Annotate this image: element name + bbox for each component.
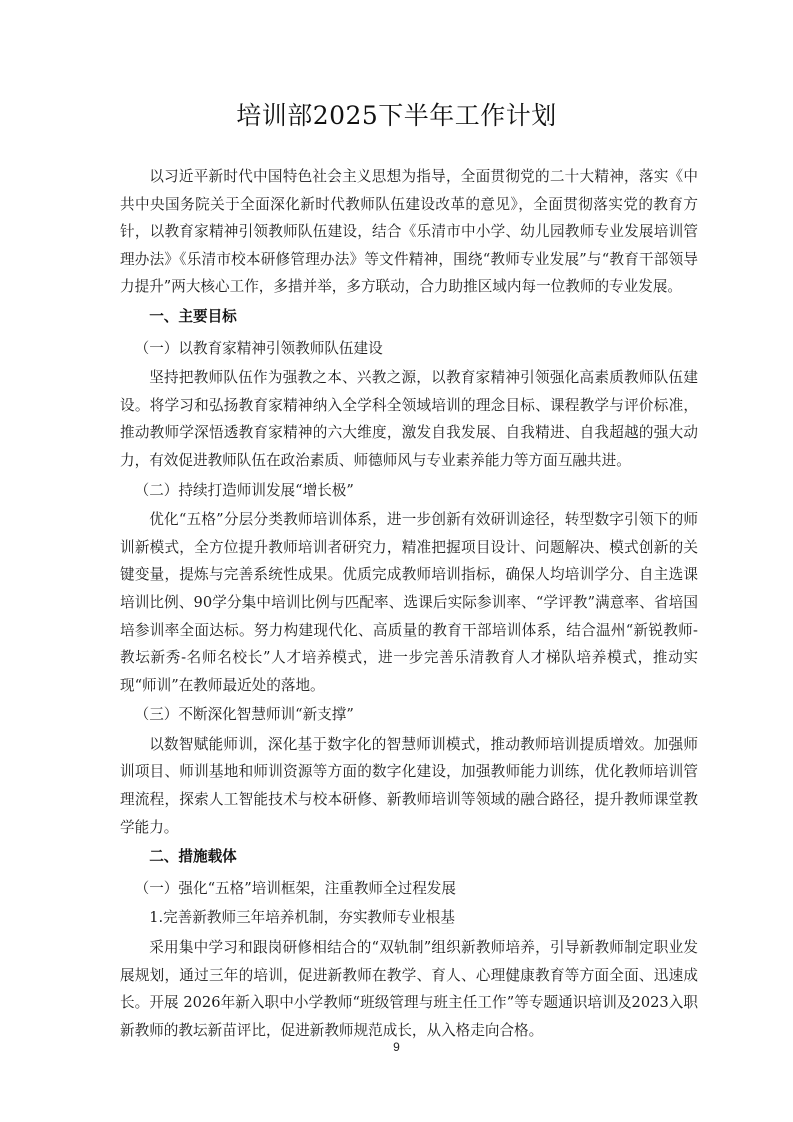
- item-heading-new-teacher: 1.完善新教师三年培养机制，夯实教师专业根基: [149, 909, 455, 927]
- subheading-growth-pole: （二）持续打造师训发展“增长极”: [134, 481, 354, 499]
- paragraph-educator-spirit: 坚持把教师队伍作为强教之本、兴教之源，以教育家精神引领强化高素质教师队伍建设。将学习和弘扬教育家精神纳入全学科全领域培训的理念目标、课程教学与评价标准，推动教师学深悟透教育家精神的六大维度，激发自我发展、自我精进、自我超越的强大动力，有效促进教师队伍在政治素质、师德师风与专业素养能力等方面互融共进。: [120, 369, 698, 469]
- subheading-educator-spirit: （一）以教育家精神引领教师队伍建设: [134, 339, 383, 357]
- section-heading-goals: 一、主要目标: [149, 307, 237, 325]
- subheading-smart-training: （三）不断深化智慧师训“新支撑”: [134, 706, 354, 724]
- document-title: 培训部2025下半年工作计划: [236, 101, 557, 130]
- section-heading-measures: 二、措施载体: [149, 848, 237, 866]
- document-body: [120, 163, 698, 1044]
- subheading-five-grade-framework: （一）强化“五格”培训框架，注重教师全过程发展: [134, 879, 456, 897]
- paragraph-smart-training: 以数智赋能师训，深化基于数字化的智慧师训模式，推动教师培训提质增效。加强师训项目、师训基地和师训资源等方面的数字化建设，加强教师能力训练，优化教师培训管理流程，探索人工智能技术与校本研修、新教师培训等领域的融合路径，提升教师课堂教学能力。: [120, 735, 698, 836]
- paragraph-growth-pole: 优化“五格”分层分类教师培训体系，进一步创新有效研训途径，转型数字引领下的师训新模式，全方位提升教师培训者研究力，精准把握项目设计、问题解决、模式创新的关键变量，提炼与完善系统性成果。优质完成教师培训指标，确保人均培训学分、自主选课培训比例、90学分集中培训比例与匹配率、选课后实际参训率、“学评教”满意率、省培国培参训率全面达标。努力构建现代化、高质量的教育干部培训体系，结合温州“新锐教师-教坛新秀-名师名校长”人才培养模式，进一步完善乐清教育人才梯队培养模式，推动实现“师训”在教师最近处的落地。: [120, 511, 698, 694]
- page-number: 9: [393, 1040, 400, 1054]
- paragraph-new-teacher: 采用集中学习和跟岗研修相结合的“双轨制”组织新教师培养，引导新教师制定职业发展规划，通过三年的培训，促进新教师在教学、育人、心理健康教育等方面全面、迅速成长。开展 2026年新入职中小学教师“班级管理与班主任工作”等专题通识培训及2023入职新教师的教坛新苗评比，促进新教师规范成长，从入格走向合格。: [120, 939, 698, 1039]
- intro-paragraph: 以习近平新时代中国特色社会主义思想为指导，全面贯彻党的二十大精神，落实《中共中央国务院关于全面深化新时代教师队伍建设改革的意见》，全面贯彻落实党的教育方针，以教育家精神引领教师队伍建设，结合《乐清市中小学、幼儿园教师专业发展培训管理办法》《乐清市校本研修管理办法》等文件精神，围绕“教师专业发展”与“教育干部领导力提升”两大核心工作，多措并举，多方联动，合力助推区域内每一位教师的专业发展。: [120, 168, 698, 296]
